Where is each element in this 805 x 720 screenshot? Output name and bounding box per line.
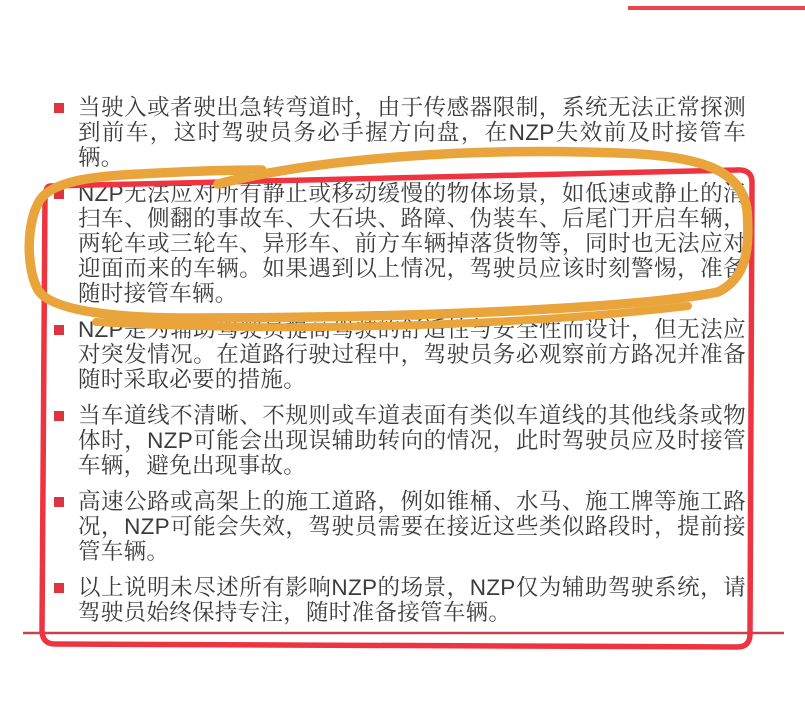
bullet-marker-icon [54, 189, 64, 199]
list-item [54, 403, 754, 478]
bullet-text: NZP是为辅助驾驶员提高驾驶的舒适性与安全性而设计，但无法应对突发情况。在道路行驶过程中，驾驶员务必观察前方路况并准备随时采取必要的措施。 [78, 317, 746, 392]
bullet-marker-icon [54, 583, 64, 593]
list-item [54, 575, 754, 625]
list-item [54, 489, 754, 564]
bullet-text: 当车道线不清晰、不规则或车道表面有类似车道线的其他线条或物体时，NZP可能会出现误辅助转向的情况，此时驾驶员应及时接管车辆，避免出现事故。 [78, 403, 746, 478]
list-item [54, 317, 754, 392]
bullet-text: 以上说明未尽述所有影响NZP的场景，NZP仅为辅助驾驶系统，请驾驶员始终保持专注，随时准备接管车辆。 [78, 575, 746, 625]
warning-bullet-list [54, 95, 754, 636]
bullet-text: NZP无法应对所有静止或移动缓慢的物体场景，如低速或静止的清扫车、侧翻的事故车、大石块、路障、伪装车、后尾门开启车辆，两轮车或三轮车、异形车、前方车辆掉落货物等，同时也无法应对迎面而来的车辆。如果遇到以上情况，驾驶员应该时刻警惕，准备随时接管车辆。 [78, 181, 746, 306]
bullet-marker-icon [54, 497, 64, 507]
list-item [54, 95, 754, 170]
bullet-text: 高速公路或高架上的施工道路，例如锥桶、水马、施工牌等施工路况，NZP可能会失效，驾驶员需要在接近这些类似路段时，提前接管车辆。 [78, 489, 746, 564]
bullet-marker-icon [54, 103, 64, 113]
bullet-marker-icon [54, 325, 64, 335]
list-item [54, 181, 754, 306]
bullet-text: 当驶入或者驶出急转弯道时，由于传感器限制，系统无法正常探测到前车，这时驾驶员务必手握方向盘，在NZP失效前及时接管车辆。 [78, 95, 746, 170]
bullet-marker-icon [54, 411, 64, 421]
